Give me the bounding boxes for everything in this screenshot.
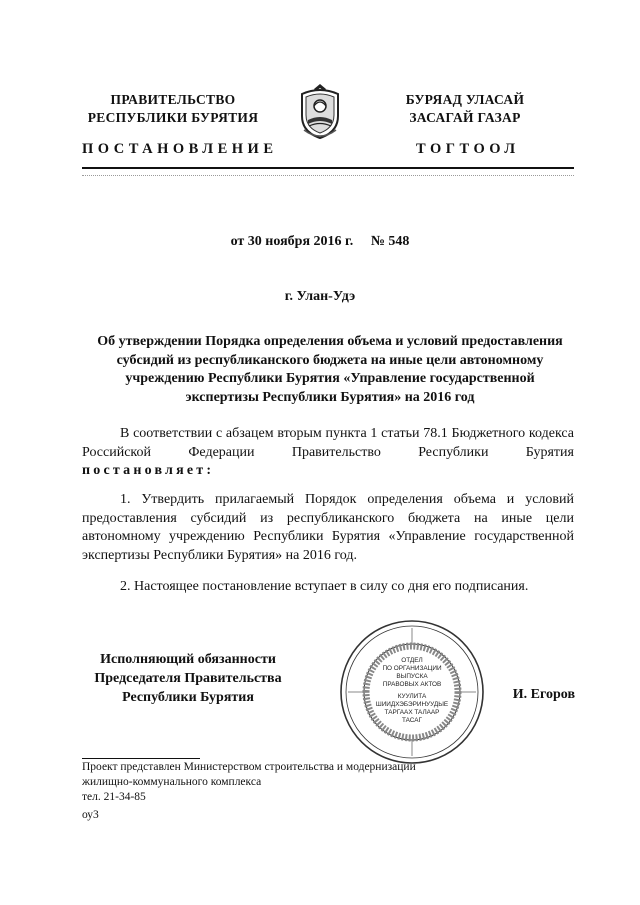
resolve-word: постановляет: <box>82 463 215 478</box>
footer-line1: Проект представлен Министерством строительства и модернизации <box>82 761 416 773</box>
stamp-line-1: ОТДЕЛ <box>401 657 423 664</box>
coat-of-arms-icon <box>296 80 344 142</box>
stamp-line-3: ВЫПУСКА <box>396 673 428 680</box>
header-divider <box>82 167 574 169</box>
doc-kind-right: ТОГТООЛ <box>416 141 520 157</box>
signatory-title-line2: Председателя Правительства <box>94 671 282 686</box>
document-city: г. Улан-Удэ <box>284 289 356 304</box>
preamble-text: В соответствии с абзацем вторым пункта 1 статьи 78.1 Бюджетного кодекса Российской Федерации Правительство Республики Бурятия <box>82 426 574 460</box>
header-left-line2: РЕСПУБЛИКИ БУРЯТИЯ <box>87 110 259 125</box>
header-right-line2: ЗАСАГАЙ ГАЗАР <box>409 110 521 125</box>
footer-line1b: жилищно-коммунального комплекса <box>82 775 262 788</box>
signatory-title-line3: Республики Бурятия <box>122 690 254 705</box>
stamp-line-5: КУУЛИТА <box>397 693 427 700</box>
footer-prepared-by <box>82 760 502 789</box>
stamp-line-7: ТАРГААХ ТАЛААР <box>384 709 440 716</box>
header-dotted-divider <box>82 175 574 176</box>
item-2-paragraph: 2. Настоящее постановление вступает в силу со дня его подписания. <box>120 579 529 594</box>
item-1-paragraph: 1. Утвердить прилагаемый Порядок определения объема и условий предоставления субсидий из республиканского бюджета на иные цели автономному учреждению Республики Бурятия «Управление государственной экспертизы Республики Бурятия» на 2016 год. <box>82 492 574 563</box>
signatory-title-line1: Исполняющий обязанности <box>100 652 276 667</box>
doc-kind-left: ПОСТАНОВЛЕНИЕ <box>82 141 278 157</box>
header-left <box>70 91 276 127</box>
preamble-paragraph <box>82 425 574 481</box>
signatory-title <box>70 650 306 707</box>
header-left-line1: ПРАВИТЕЛЬСТВО <box>110 92 236 107</box>
official-stamp-icon <box>338 618 486 766</box>
header-right-line1: БУРЯАД УЛАСАЙ <box>405 92 525 107</box>
signatory-name: И. Егоров <box>512 687 575 702</box>
stamp-line-8: ТАСАГ <box>401 717 423 724</box>
footer-divider <box>82 758 200 759</box>
date-number-line <box>0 234 640 250</box>
document-number: № 548 <box>370 234 410 249</box>
stamp-line-6: ШИИДХЭБЭРИНУУДЫЕ <box>375 701 449 708</box>
footer-phone: тел. 21-34-85 <box>82 791 146 803</box>
footer-code: оу3 <box>82 809 99 821</box>
document-title: Об утверждении Порядка определения объема и условий предоставления субсидий из республиканского бюджета на иные цели автономному учреждению Республики Бурятия «Управление государственной экспертизы Республики Бурятия» на 2016 год <box>97 334 563 405</box>
stamp-line-4: ПРАВОВЫХ АКТОВ <box>382 681 442 688</box>
stamp-line-2: ПО ОРГАНИЗАЦИИ <box>382 665 442 672</box>
header-right <box>362 91 568 127</box>
document-date: от 30 ноября 2016 г. <box>230 234 354 249</box>
